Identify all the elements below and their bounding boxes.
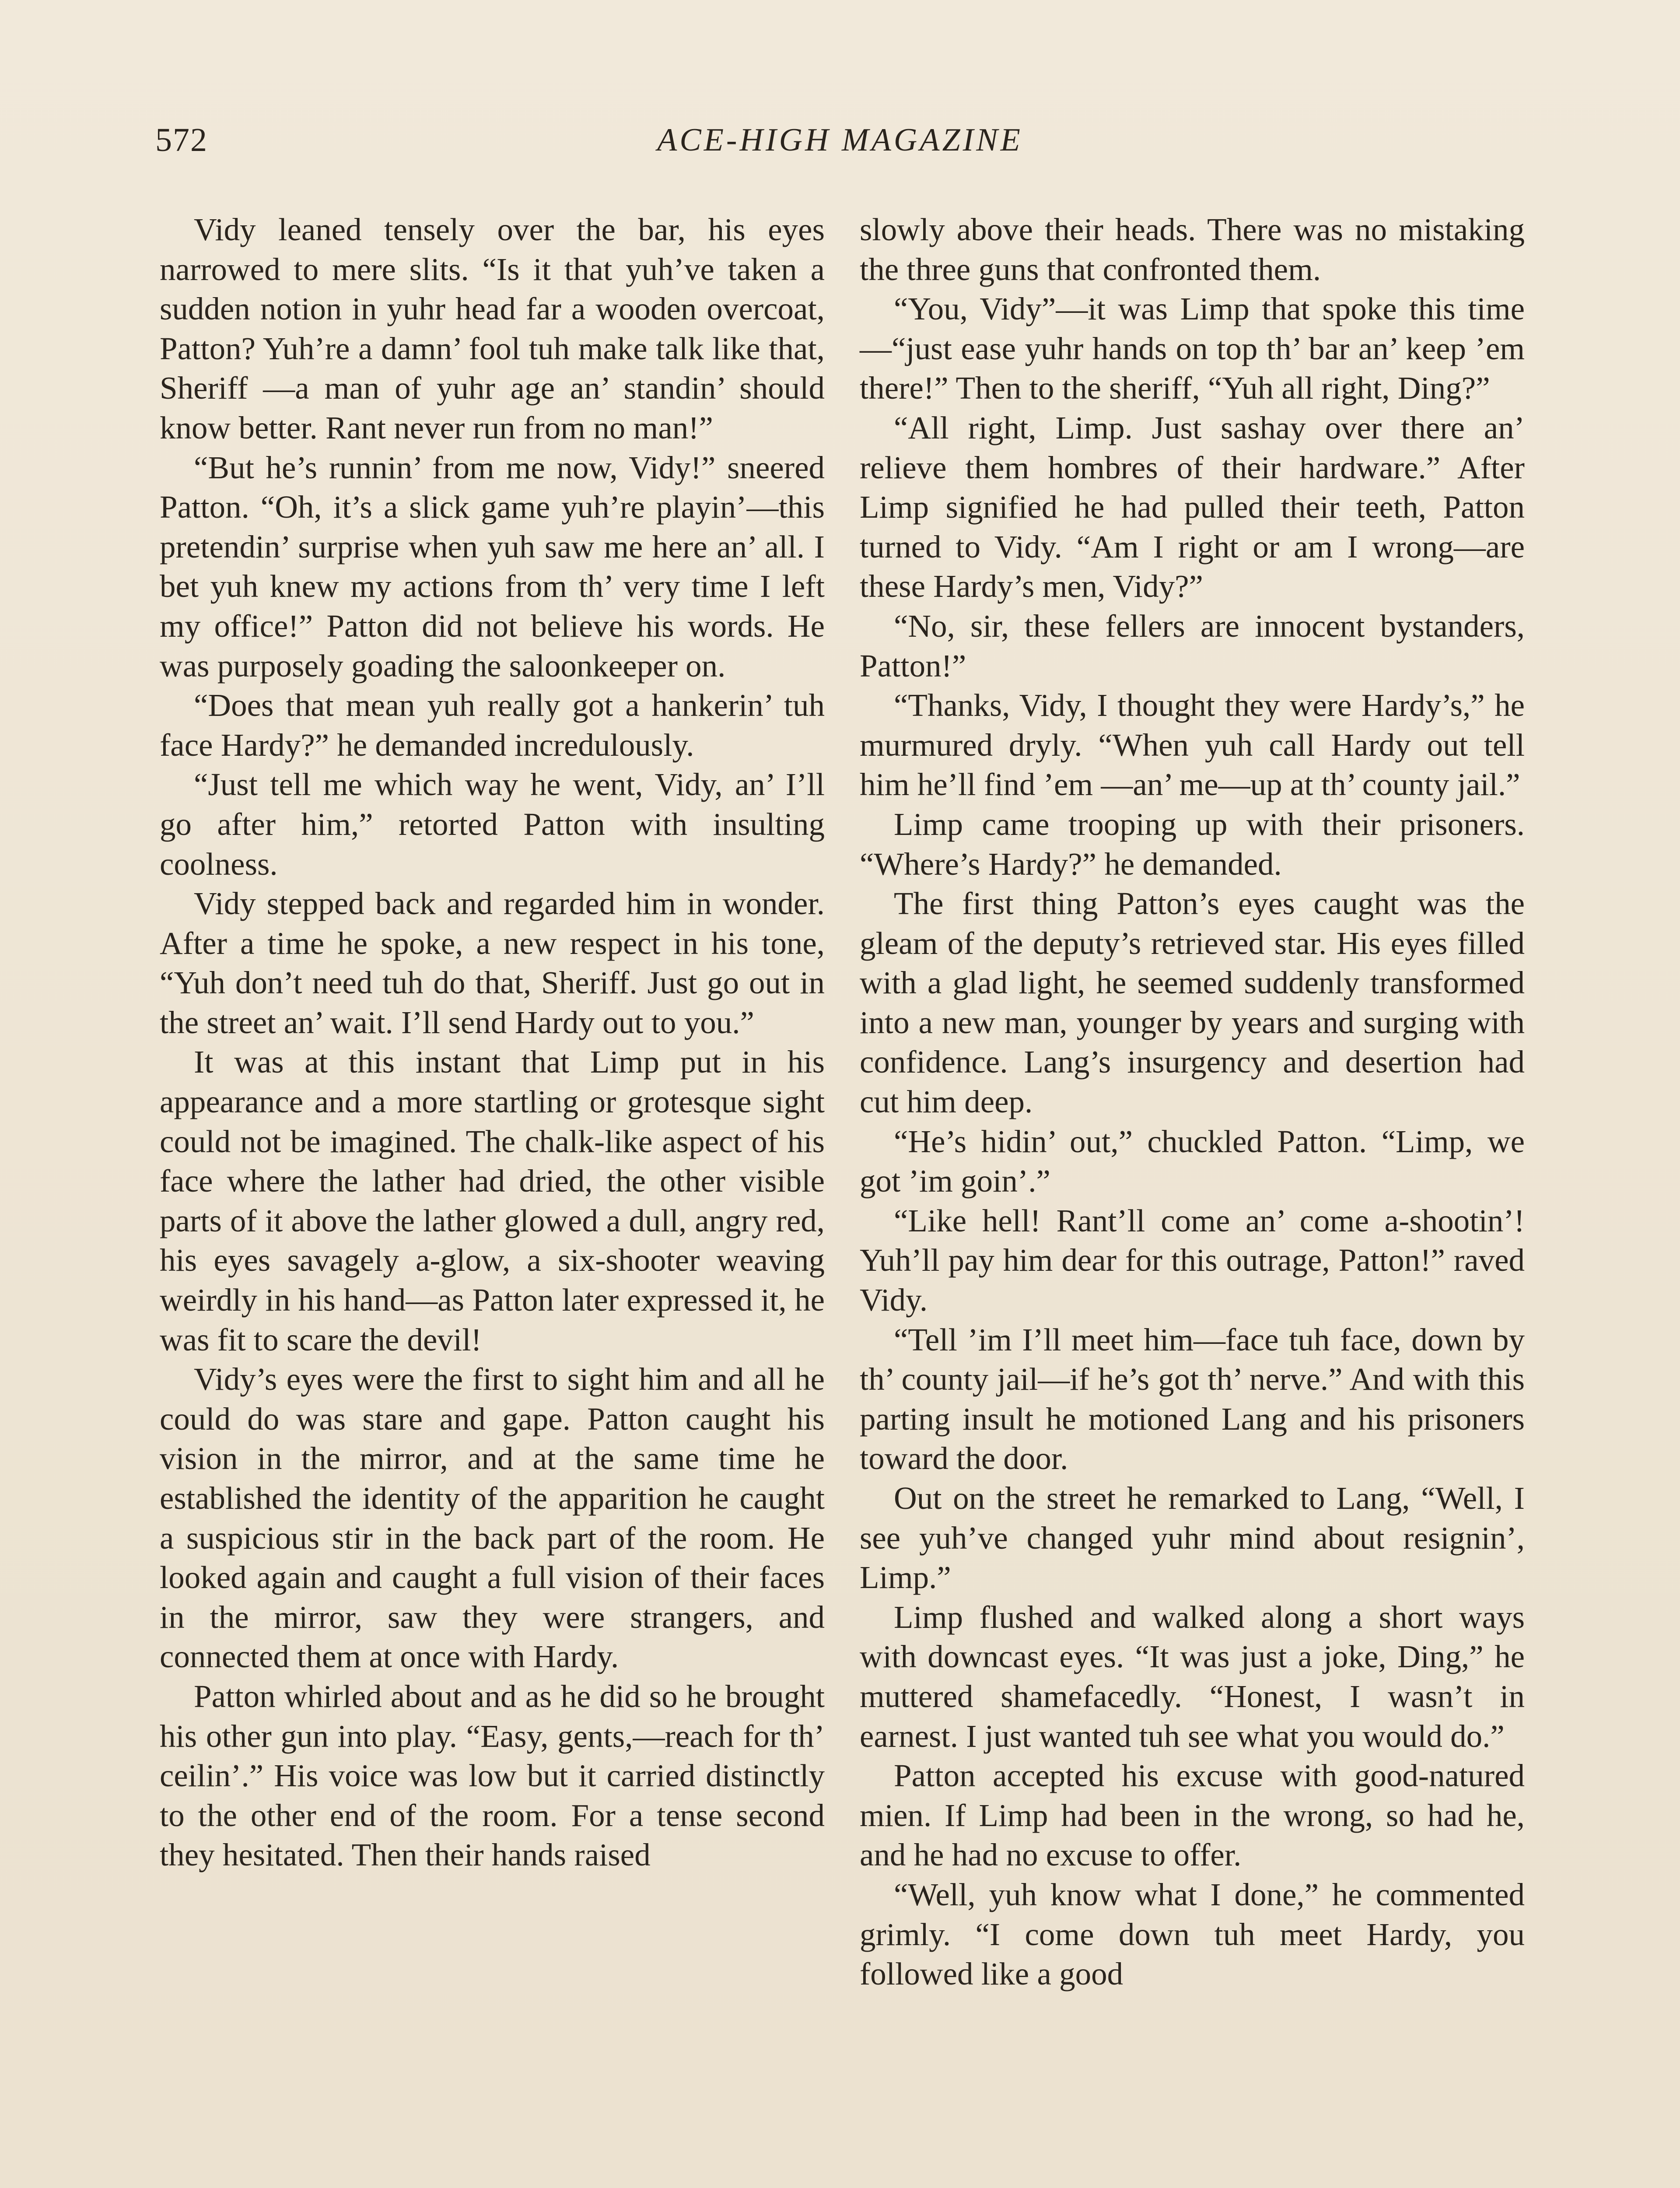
paragraph: Vidy stepped back and regarded him in wonder. After a time he spoke, a new respect in his tone, “Yuh don’t need tuh do that, Sheriff. Just go out in the street an’ wait. I’ll send Hardy out to you.” [160, 886, 825, 1040]
right-column [860, 210, 1525, 1994]
paragraph: Patton whirled about and as he did so he brought his other gun into play. “Easy, gents,—reach for th’ ceilin’.” His voice was low but it carried distinctly to the other end of the room. For a tense second they hesitated. Then their hands raised [160, 1678, 825, 1873]
paragraph: “Thanks, Vidy, I thought they were Hardy’s,” he murmured dryly. “When yuh call Hardy out tell him he’ll find ’em —an’ me—up at th’ county jail.” [860, 687, 1525, 803]
paragraph: “Just tell me which way he went, Vidy, an’ I’ll go after him,” retorted Patton with insulting coolness. [160, 767, 825, 882]
page-header [155, 118, 1525, 171]
paragraph: “No, sir, these fellers are innocent bystanders, Patton!” [860, 608, 1525, 684]
paragraph: Patton accepted his excuse with good-natured mien. If Limp had been in the wrong, so had he, and he had no excuse to offer. [860, 1758, 1525, 1873]
paragraph: It was at this instant that Limp put in his appearance and a more startling or grotesque sight could not be imagined. The chalk-like aspect of his face where the lather had dried, the other visible parts of it above the lather glowed a dull, angry red, his eyes savagely a-glow, a six-shooter weaving weirdly in his hand—as Patton later expressed it, he was fit to scare the devil! [160, 1044, 825, 1357]
paragraph: “He’s hidin’ out,” chuckled Patton. “Limp, we got ’im goin’.” [860, 1123, 1525, 1199]
paragraph: Limp came trooping up with their prisoners. “Where’s Hardy?” he demanded. [860, 806, 1525, 882]
paragraph: Vidy leaned tensely over the bar, his eyes narrowed to mere slits. “Is it that yuh’ve taken a sudden notion in yuhr head far a wooden overcoat, Patton? Yuh’re a damn’ fool tuh make talk like that, Sheriff —a man of yuhr age an’ standin’ should know better. Rant never run from no man!” [160, 212, 825, 445]
paragraph: “All right, Limp. Just sashay over there an’ relieve them hombres of their hardware.” After Limp signified he had pulled their teeth, Patton turned to Vidy. “Am I right or am I wrong—are these Hardy’s men, Vidy?” [860, 410, 1525, 604]
paragraph: “Tell ’im I’ll meet him—face tuh face, down by th’ county jail—if he’s got th’ nerve.” And with this parting insult he motioned Lang and his prisoners toward the door. [860, 1322, 1525, 1476]
left-column [160, 210, 825, 1875]
page-number: 572 [155, 122, 208, 158]
paragraph: “Does that mean yuh really got a hankerin’ tuh face Hardy?” he demanded incredulously. [160, 687, 825, 763]
paragraph: “Well, yuh know what I done,” he commented grimly. “I come down tuh meet Hardy, you followed like a good [860, 1876, 1525, 1992]
paragraph: Limp flushed and walked along a short ways with downcast eyes. “It was just a joke, Ding,” he muttered shamefacedly. “Honest, I wasn’t in earnest. I just wanted tuh see what you would do.” [860, 1599, 1525, 1754]
paragraph: Out on the street he remarked to Lang, “Well, I see yuh’ve changed yuhr mind about resignin’, Limp.” [860, 1480, 1525, 1595]
continued-paragraph: slowly above their heads. There was no mistaking the three guns that confronted them. [860, 212, 1525, 287]
paragraph: “But he’s runnin’ from me now, Vidy!” sneered Patton. “Oh, it’s a slick game yuh’re playin’—this pretendin’ surprise when yuh saw me here an’ all. I bet yuh knew my actions from th’ very time I left my office!” Patton did not believe his words. He was purposely goading the saloonkeeper on. [160, 449, 825, 684]
paragraph: “You, Vidy”—it was Limp that spoke this time—“just ease yuhr hands on top th’ bar an’ keep ’em there!” Then to the sheriff, “Yuh all right, Ding?” [860, 291, 1525, 406]
paragraph: Vidy’s eyes were the first to sight him and all he could do was stare and gape. Patton caught his vision in the mirror, and at the same time he established the identity of the apparition he caught a suspicious stir in the back part of the room. He looked again and caught a full vision of their faces in the mirror, saw they were strangers, and connected them at once with Hardy. [160, 1361, 825, 1675]
paragraph: “Like hell! Rant’ll come an’ come a-shootin’! Yuh’ll pay him dear for this outrage, Patton!” raved Vidy. [860, 1203, 1525, 1318]
running-title: ACE-HIGH MAGAZINE [657, 122, 1023, 158]
paragraph: The first thing Patton’s eyes caught was the gleam of the deputy’s retrieved star. His eyes filled with a glad light, he seemed suddenly transformed into a new man, younger by years and surging with confidence. Lang’s insurgency and desertion had cut him deep. [860, 886, 1525, 1120]
